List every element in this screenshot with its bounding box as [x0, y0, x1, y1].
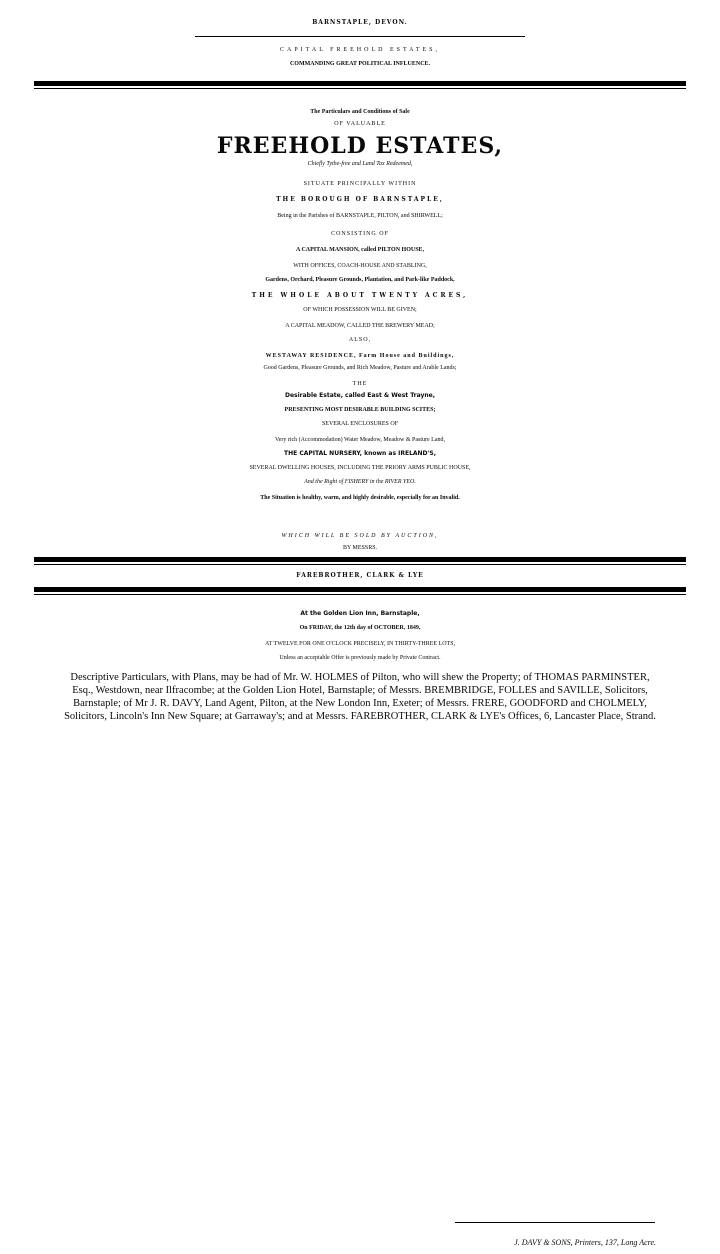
double-rule — [34, 587, 686, 595]
double-rule — [34, 81, 686, 89]
of-valuable-line: OF VALUABLE — [334, 121, 386, 127]
gardens-line: Gardens, Orchard, Pleasure Grounds, Plantation, and Park-like Paddock, — [265, 277, 455, 283]
possession-line: OF WHICH POSSESSION WILL BE GIVEN; — [303, 307, 417, 313]
bill-title: BARNSTAPLE, DEVON. — [312, 19, 408, 26]
the-line: THE — [352, 381, 368, 387]
descriptive-particulars-paragraph: Descriptive Particulars, with Plans, may be had of Mr. W. HOLMES of Pilton, who will shew the Property; of THOMAS PARMINSTER, Esq., Westdown, near Ilfracombe; at the Golden Lion Hotel, Barnstaple; of Messrs. BREMBRIDGE, FOLLES and SAVILLE, Solicitors, Barnstaple; of Mr J. R. DAVY, Land Agent, Pilton, at the New London Inn, Exeter; of Messrs. FRERE, GOODFORD and CHOLMELY, Solicitors, Lincoln's Inn New Square; at Garraway's; and at Messrs. FAREBROTHER, CLARK & LYE's Offices, 6, Lancaster Place, Strand. — [64, 672, 656, 722]
twenty-acres-heading: THE WHOLE ABOUT TWENTY ACRES, — [251, 292, 469, 299]
private-contract-line: Unless an acceptable Offer is previously made by Private Contract. — [279, 655, 441, 661]
enclosures-line: SEVERAL ENCLOSURES OF — [321, 421, 399, 427]
sold-by-auction-line: WHICH WILL BE SOLD BY AUCTION, — [281, 533, 439, 539]
building-scites-line: PRESENTING MOST DESIRABLE BUILDING SCITES; — [284, 407, 436, 413]
good-gardens-line: Good Gardens, Pleasure Grounds, and Rich Meadow, Pasture and Arable Lands; — [263, 365, 457, 371]
by-messrs-line: BY MESSRS. — [342, 545, 378, 551]
capital-estates-heading: CAPITAL FREEHOLD ESTATES, — [280, 47, 440, 53]
parishes-line: Being in the Parishes of BARNSTAPLE, PILTON, and SHIRWELL; — [277, 213, 443, 219]
sale-date-heading: On FRIDAY, the 12th day of OCTOBER, 1849, — [299, 625, 421, 631]
dwelling-houses-line: SEVERAL DWELLING HOUSES, INCLUDING THE PRIORY ARMS PUBLIC HOUSE, — [249, 465, 471, 471]
offices-line: WITH OFFICES, COACH-HOUSE AND STABLING, — [293, 263, 427, 269]
brewery-mead-line: A CAPITAL MEADOW, CALLED THE BREWERY MEAD; — [285, 323, 435, 329]
tythe-line: Chiefly Tythe-free and Land Tax Redeemed, — [307, 161, 413, 167]
freehold-estates-heading: FREEHOLD ESTATES, — [216, 133, 504, 159]
printer-rule — [455, 1222, 655, 1223]
situate-line: SITUATE PRINCIPALLY WITHIN — [303, 181, 417, 187]
influence-subheading: COMMANDING GREAT POLITICAL INFLUENCE. — [289, 61, 431, 67]
consisting-line: CONSISTING OF — [331, 231, 389, 237]
westaway-heading: WESTAWAY RESIDENCE, Farm House and Buildings, — [265, 353, 455, 359]
also-line: ALSO, — [348, 337, 372, 343]
auctioneers-heading: FAREBROTHER, CLARK & LYE — [296, 572, 424, 579]
particulars-heading: The Particulars and Conditions of Sale — [310, 109, 410, 115]
title-rule — [195, 36, 525, 37]
printer-imprint: J. DAVY & SONS, Printers, 137, Long Acre. — [514, 1238, 656, 1247]
water-meadow-line: Very rich (Accommodation) Water Meadow, Meadow & Pasture Land, — [275, 437, 445, 443]
venue-heading: At the Golden Lion Inn, Barnstaple, — [300, 610, 420, 617]
sale-time-line: AT TWELVE FOR ONE O'CLOCK PRECISELY, IN THIRTY-THREE LOTS, — [264, 641, 456, 647]
situation-line: The Situation is healthy, warm, and highly desirable, especially for an Invalid. — [260, 495, 460, 501]
trayne-heading: Desirable Estate, called East & West Trayne, — [284, 392, 436, 399]
double-rule — [34, 557, 686, 565]
fishery-line: And the Right of FISHERY in the RIVER YEO. — [304, 479, 416, 485]
borough-heading: THE BOROUGH OF BARNSTAPLE, — [276, 196, 444, 203]
mansion-heading: A CAPITAL MANSION, called PILTON HOUSE, — [295, 247, 425, 253]
nursery-line: THE CAPITAL NURSERY, known as IRELAND'S, — [284, 450, 436, 457]
